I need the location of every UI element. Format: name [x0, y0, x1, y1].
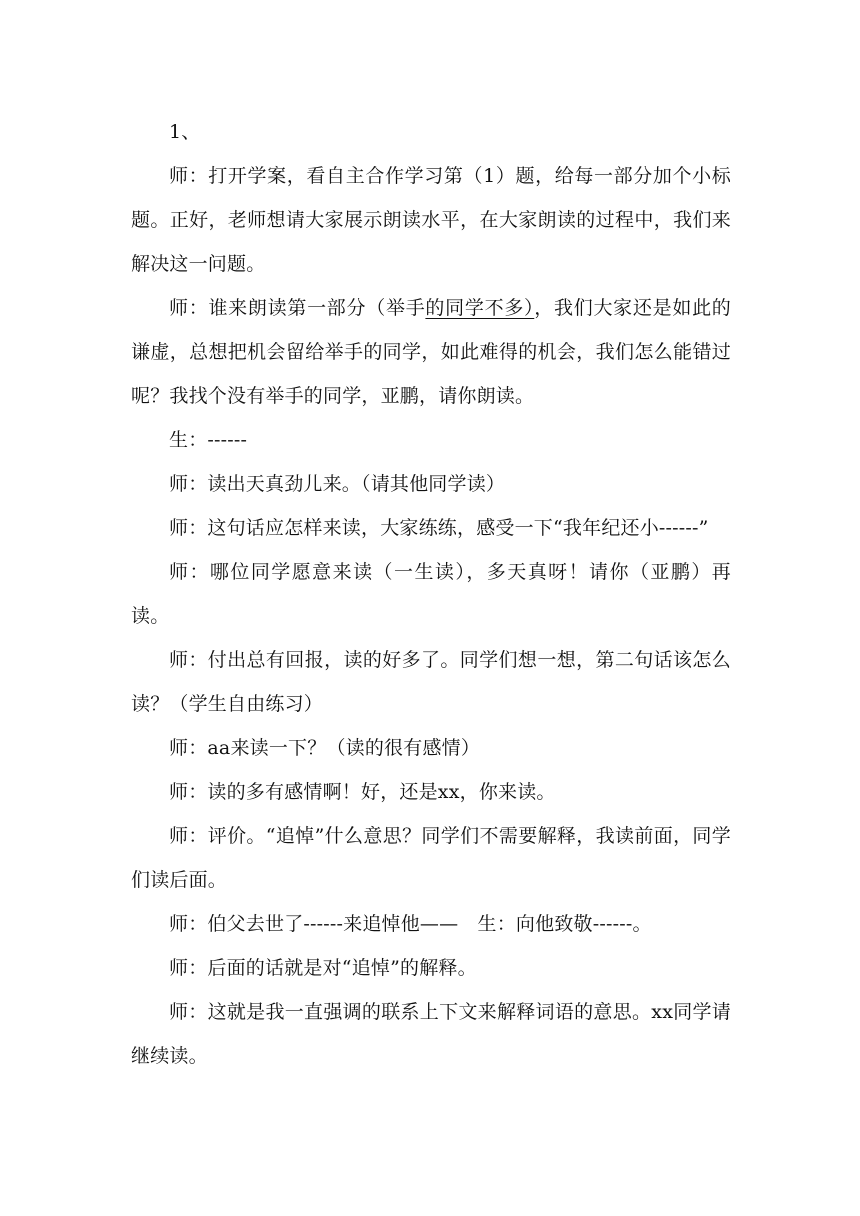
paragraph: 师：读的多有感情啊！好，还是xx，你来读。 — [169, 781, 556, 803]
paragraph: 师：后面的话就是对“追悼”的解释。 — [169, 957, 477, 979]
paragraph: 师：打开学案，看自主合作学习第（1）题，给每一部分加个小标题。正好，老师想请大家展示朗读水平，在大家朗读的过程中，我们来解决这一问题。 — [131, 165, 731, 275]
paragraph: 生：------ — [169, 429, 248, 451]
paragraph-number: 1、 — [169, 121, 201, 143]
paragraph: 师：评价。“追悼”什么意思？同学们不需要解释，我读前面，同学们读后面。 — [131, 825, 731, 891]
paragraph: 师：哪位同学愿意来读（一生读），多天真呀！请你（亚鹏）再读。 — [131, 561, 731, 627]
paragraph: 师：付出总有回报，读的好多了。同学们想一想，第二句话该怎么读？（学生自由练习） — [131, 649, 731, 715]
underlined-text: 的同学不多） — [425, 297, 535, 319]
paragraph: 师：读出天真劲儿来。（请其他同学读） — [169, 473, 506, 495]
paragraph — [131, 286, 731, 418]
paragraph: 师：这句话应怎样来读，大家练练，感受一下“我年纪还小------” — [169, 517, 709, 539]
paragraph: 师：伯父去世了------来追悼他—— 生：向他致敬------。 — [169, 913, 652, 935]
paragraph: 师：这就是我一直强调的联系上下文来解释词语的意思。xx同学请继续读。 — [131, 1001, 731, 1067]
paragraph-text: 师：谁来朗读第一部分（举手 — [169, 297, 426, 319]
document-body — [131, 110, 731, 1078]
paragraph-text: ，我们大家还是如此的谦虚，总想把机会留给举手的同学，如此难得的机会，我们怎么能错过呢？我找个没有举手的同学，亚鹏，请你朗读。 — [131, 297, 731, 407]
paragraph: 师：aa来读一下？（读的很有感情） — [169, 737, 481, 759]
